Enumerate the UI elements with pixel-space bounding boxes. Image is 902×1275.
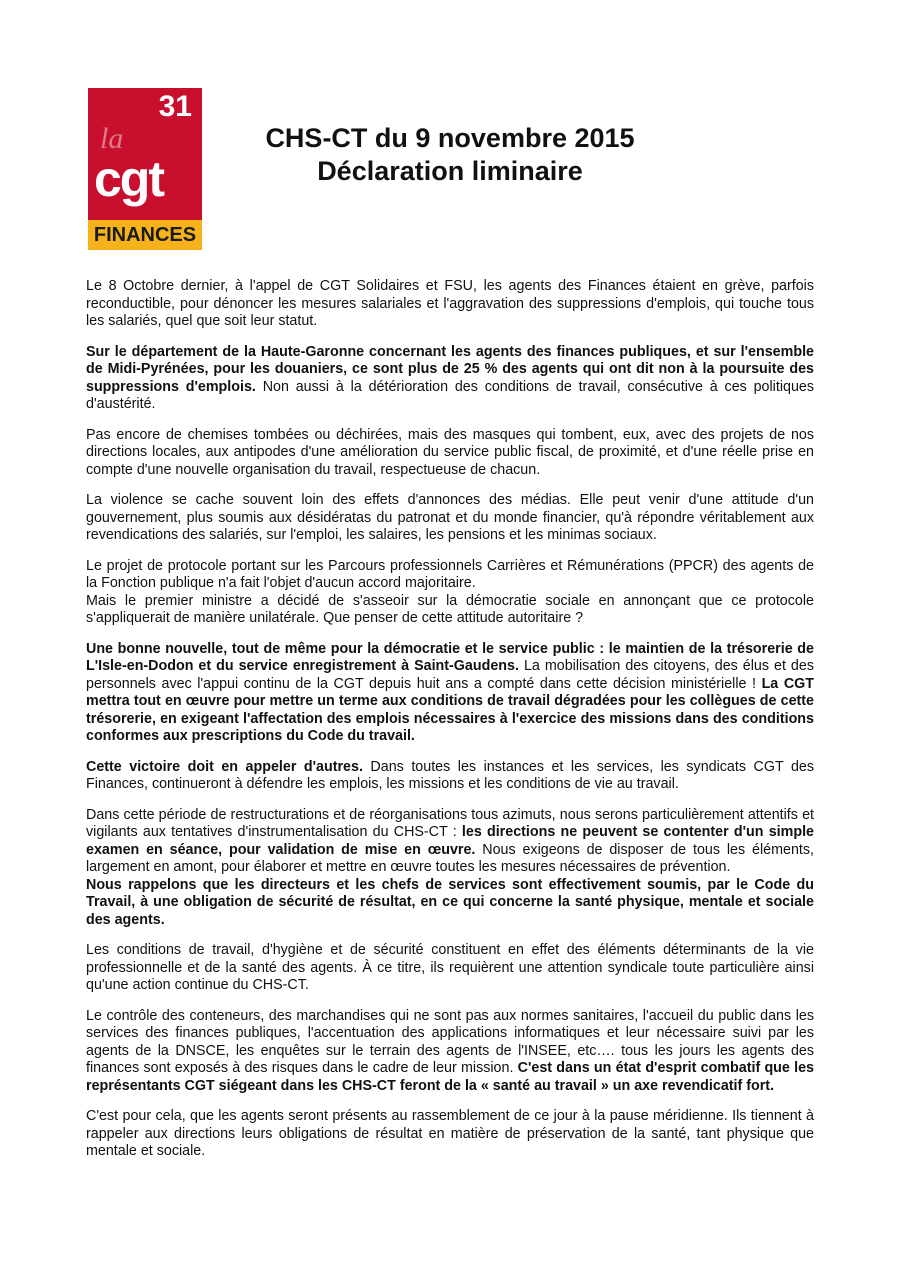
logo-script: la xyxy=(100,122,124,155)
paragraph-6-text: La mobilisation des citoyens, des élus et des personnels avec l'appui continu de la CGT depuis huit ans a compté dans cette décision ministérielle ! xyxy=(86,658,814,692)
paragraph-7-bold: Cette victoire doit en appeler d'autres. xyxy=(86,758,363,775)
logo-name: cgt xyxy=(94,151,163,207)
paragraph-6-bold-2: La CGT mettra tout en œuvre pour mettre un terme aux conditions de travail dégradées pour les collègues de cette trésorerie, en exigeant l'affectation des emplois nécessaires à l'exercice des missions dans des conditions conformes aux prescriptions du Code du travail. xyxy=(86,675,815,744)
paragraph-5-line-2: Mais le premier ministre a décidé de s'asseoir sur la démocratie sociale en annonçant que ce protocole s'appliquerait de manière unilatérale. Que penser de cette attitude autoritaire ? xyxy=(86,592,814,626)
title-line-1: CHS-CT du 9 novembre 2015 xyxy=(265,123,635,153)
paragraph-2-bold: Sur le département de la Haute-Garonne concernant les agents des finances publiques, et sur l'ensemble de Midi-Pyrénées, pour les douaniers, ce sont plus de 25 % des agents qui ont dit non à la poursuite des suppressions d'emplois. xyxy=(86,343,814,395)
paragraph-10-bold: C'est dans un état d'esprit combatif que les représentants CGT siégeant dans les CHS-CT feront de la « santé au travail » un axe revendicatif fort. xyxy=(86,1060,814,1094)
paragraph-1: Le 8 Octobre dernier, à l'appel de CGT Solidaires et FSU, les agents des Finances étaient en grève, parfois reconductible, pour dénoncer les mesures salariales et l'aggravation des suppressions d'emplois, qui touche tous les salariés, quel que soit leur statut. xyxy=(86,278,814,329)
paragraph-7 xyxy=(86,759,814,794)
paragraph-8-text-1: Dans cette période de restructurations et de réorganisations tous azimuts, nous serons particulièrement attentifs et vigilants aux tentatives d'instrumentalisation du CHS-CT : xyxy=(86,806,814,840)
paragraph-9: Les conditions de travail, d'hygiène et de sécurité constituent en effet des éléments déterminants de la vie professionnelle et de la santé des agents. À ce titre, ils requièrent une attention syndicale toute particulière ainsi qu'une action continue du CHS-CT. xyxy=(86,942,814,993)
paragraph-10-text: Le contrôle des conteneurs, des marchandises qui ne sont pas aux normes sanitaires, l'accueil du public dans les services des finances publiques, l'accentuation des applications informatiques et leur nécessaire suivi par les agents de la DNSCE, les enquêtes sur le terrain des agents de l'INSEE, etc…. tous les jours les agents des finances sont exposés à des risques dans le cadre de leur mission. xyxy=(86,1007,814,1076)
cgt-finances-logo xyxy=(88,88,202,250)
paragraph-8-text-2: Nous exigeons de disposer de tous les éléments, largement en amont, pour élaborer et mettre en œuvre toutes les mesures nécessaires de prévention. xyxy=(86,841,814,875)
paragraph-8-bold-2: Nous rappelons que les directeurs et les chefs de services sont effectivement soumis, par le Code du Travail, à une obligation de sécurité de résultat, en ce qui concerne la santé physique, mentale et sociale des agents. xyxy=(86,876,814,928)
paragraph-6 xyxy=(86,641,814,746)
paragraph-3: Pas encore de chemises tombées ou déchirées, mais des masques qui tombent, eux, avec des projets de nos directions locales, aux antipodes d'une amélioration du service public fiscal, de proximité, et d'une réelle prise en compte d'une nouvelle organisation du travail, respectueuse de chacun. xyxy=(86,426,814,478)
paragraph-4: La violence se cache souvent loin des effets d'annonces des médias. Elle peut venir d'une attitude d'un gouvernement, plus soumis aux désidératas du patronat et du monde financier, qu'à répondre véritablement aux revendications des salariés, sur l'emploi, les salaires, les pensions et les minimas sociaux. xyxy=(86,492,814,543)
paragraph-10 xyxy=(86,1008,814,1096)
paragraph-7-text: Dans toutes les instances et les services, les syndicats CGT des Finances, continueront à défendre les emplois, les missions et les conditions de vie au travail. xyxy=(86,758,814,792)
paragraph-11: C'est pour cela, que les agents seront présents au rassemblement de ce jour à la pause méridienne. Ils tiennent à rappeler aux directions leurs obligations de résultat en matière de préservation de la santé, tant physique que mentale et sociale. xyxy=(86,1108,814,1159)
paragraph-5 xyxy=(86,558,814,628)
logo-banner: FINANCES xyxy=(88,220,202,250)
document-title xyxy=(210,122,690,188)
logo-number: 31 xyxy=(158,90,192,123)
paragraph-6-bold-1: Une bonne nouvelle, tout de même pour la démocratie et le service public : le maintien de la trésorerie de L'Isle-en-Dodon et du service enregistrement à Saint-Gaudens. xyxy=(86,640,814,674)
title-line-2: Déclaration liminaire xyxy=(317,156,583,186)
paragraph-5-line-1: Le projet de protocole portant sur les Parcours professionnels Carrières et Rémunérations (PPCR) des agents de la Fonction publique n'a fait l'objet d'aucun accord majoritaire. xyxy=(86,557,814,591)
paragraph-8 xyxy=(86,807,814,930)
document-body xyxy=(86,278,814,1174)
paragraph-8-bold-1: les directions ne peuvent se contenter d'un simple examen en séance, pour validation de mise en œuvre. xyxy=(86,824,815,858)
paragraph-2-text: Non aussi à la détérioration des conditions de travail, consécutive à ces politiques d'austérité. xyxy=(86,378,814,412)
paragraph-2 xyxy=(86,344,814,414)
